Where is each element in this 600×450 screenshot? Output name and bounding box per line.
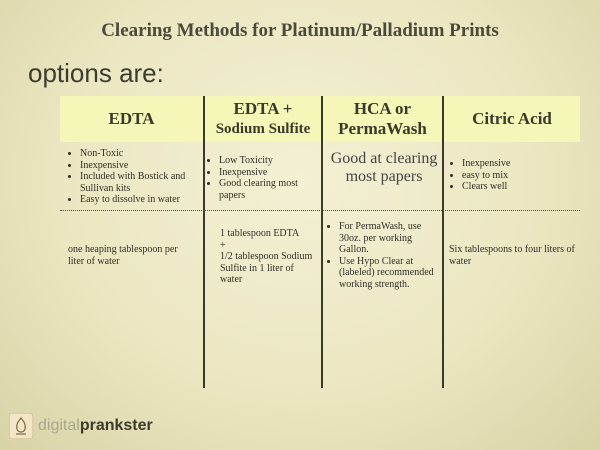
- cell-edta-sulfite-pros: [203, 155, 319, 201]
- list-item: • Non-Toxic: [80, 148, 200, 160]
- list-item: • Low Toxicity: [219, 155, 319, 167]
- cell-hca-pros: Good at clearing most papers: [330, 150, 438, 185]
- logo-text-light: digital: [38, 417, 80, 434]
- header-label: EDTA: [108, 109, 155, 128]
- list-item: • Clears well: [462, 181, 576, 193]
- header-hca: [323, 96, 442, 142]
- header-citric: [444, 96, 580, 142]
- list-item: • Inexpensive: [219, 167, 319, 179]
- header-edta-sulfite: [205, 96, 321, 142]
- options-label: options are:: [28, 58, 164, 88]
- mix-line: +: [220, 239, 226, 251]
- logo-icon: [8, 412, 34, 440]
- cell-citric-mix: Six tablespoons to four liters of water: [449, 244, 575, 267]
- header-edta: [60, 96, 203, 142]
- header-sublabel: Sodium Sulfite: [215, 121, 311, 137]
- header-label: Citric Acid: [472, 109, 552, 128]
- list-item: • Good clearing most papers: [219, 178, 319, 201]
- mix-line: 1/2 tablespoon Sodium Sulfite in 1 liter of water: [220, 251, 313, 285]
- row-divider: [60, 210, 580, 211]
- list-item: • For PermaWash, use 30oz. per working Gallon.: [339, 221, 441, 256]
- list-item: • easy to mix: [462, 170, 576, 182]
- brand-logo: [8, 412, 153, 440]
- list-item: • Inexpensive: [80, 160, 200, 172]
- mix-line: 1 tablespoon EDTA: [220, 228, 300, 239]
- list-item: • Inexpensive: [462, 158, 576, 170]
- header-label: EDTA +: [233, 99, 293, 118]
- list-item: • Use Hypo Clear at (labeled) recommended working strength.: [339, 256, 441, 291]
- cell-edta-mix: one heaping tablespoon per liter of water: [68, 244, 178, 267]
- logo-text-bold: prankster: [79, 417, 153, 434]
- cell-edta-sulfite-mix: [220, 228, 316, 286]
- cell-edta-pros: [64, 148, 200, 206]
- list-item: • Included with Bostick and Sullivan kits: [80, 171, 200, 194]
- cell-hca-mix: [323, 221, 441, 290]
- slide-title: Clearing Methods for Platinum/Palladium Prints: [101, 20, 499, 41]
- header-sublabel: PermaWash: [338, 119, 427, 138]
- header-label: HCA or: [353, 99, 412, 118]
- list-item: • Easy to dissolve in water: [80, 194, 200, 206]
- cell-citric-pros: [446, 158, 576, 193]
